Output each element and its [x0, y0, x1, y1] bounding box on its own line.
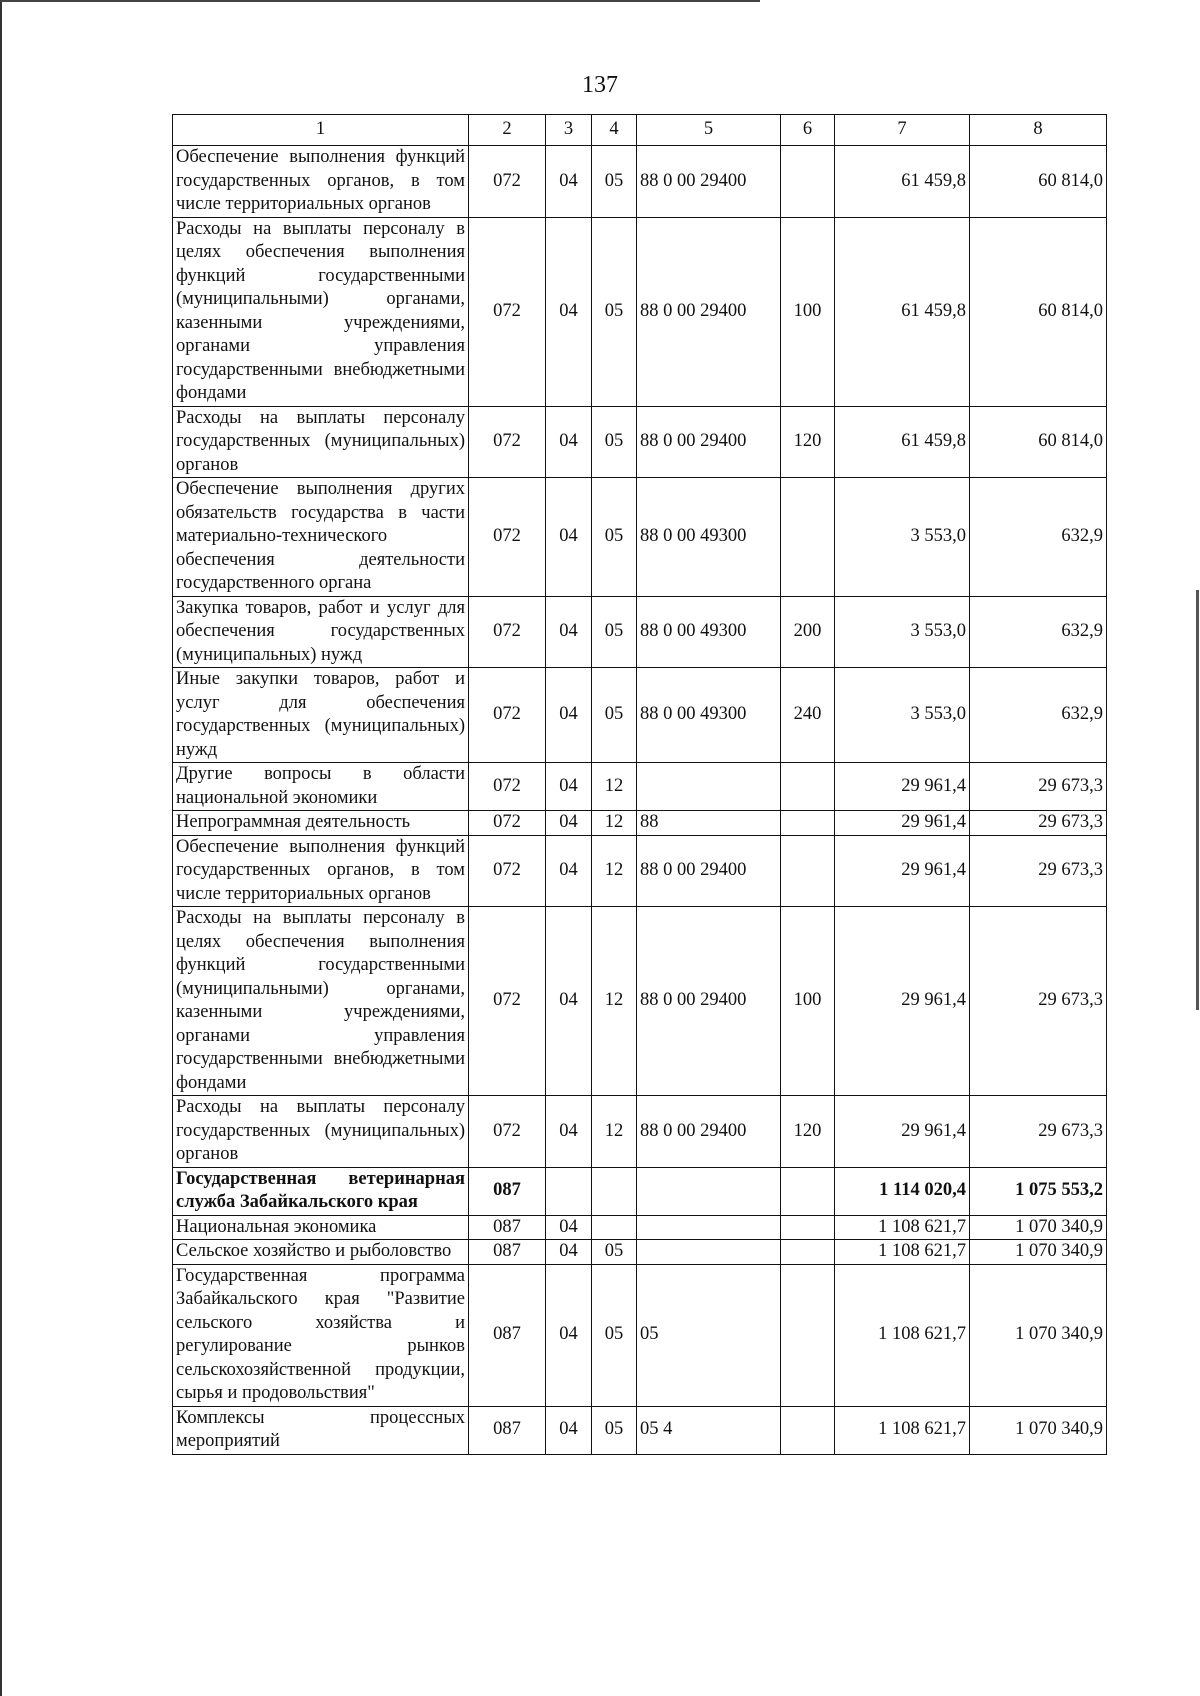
cell-subsection: 05: [592, 1406, 637, 1454]
cell-grbs: 072: [469, 811, 546, 836]
cell-section: 04: [546, 835, 592, 907]
cell-expense-type: [781, 811, 835, 836]
cell-target-article: [637, 1215, 781, 1240]
cell-amount-year1: 1 108 621,7: [835, 1240, 970, 1265]
cell-name: Расходы на выплаты персоналу в целях обеспечения выполнения функций государственными (муниципальными) органами, казенными учреждениями, органами управления государственными внебюджетными фондами: [173, 907, 469, 1096]
cell-amount-year2: 632,9: [970, 478, 1107, 597]
cell-amount-year2: 1 070 340,9: [970, 1215, 1107, 1240]
cell-name: Обеспечение выполнения функций государственных органов, в том числе территориальных органов: [173, 146, 469, 218]
cell-section: 04: [546, 217, 592, 406]
page-number: 137: [582, 72, 618, 98]
cell-grbs: 072: [469, 406, 546, 478]
cell-section: [546, 1167, 592, 1215]
cell-section: 04: [546, 668, 592, 763]
cell-name: Обеспечение выполнения других обязательств государства в части материально-технического обеспечения деятельности государственного органа: [173, 478, 469, 597]
column-header: 5: [637, 115, 781, 146]
cell-grbs: 087: [469, 1240, 546, 1265]
cell-amount-year1: 29 961,4: [835, 835, 970, 907]
table-row: [173, 668, 1107, 763]
cell-expense-type: [781, 1215, 835, 1240]
table-row: [173, 217, 1107, 406]
cell-amount-year2: 60 814,0: [970, 217, 1107, 406]
cell-amount-year2: 632,9: [970, 668, 1107, 763]
column-header: 4: [592, 115, 637, 146]
cell-grbs: 072: [469, 596, 546, 668]
cell-section: 04: [546, 1215, 592, 1240]
table-row: [173, 811, 1107, 836]
cell-amount-year2: 1 070 340,9: [970, 1264, 1107, 1406]
cell-section: 04: [546, 146, 592, 218]
table-row: [173, 406, 1107, 478]
cell-expense-type: [781, 1264, 835, 1406]
cell-amount-year2: 1 075 553,2: [970, 1167, 1107, 1215]
column-header: 7: [835, 115, 970, 146]
cell-section: 04: [546, 907, 592, 1096]
cell-name: Непрограммная деятельность: [173, 811, 469, 836]
cell-amount-year1: 61 459,8: [835, 217, 970, 406]
cell-expense-type: 200: [781, 596, 835, 668]
scan-edge-left: [0, 0, 2, 1696]
cell-subsection: 05: [592, 146, 637, 218]
cell-target-article: 88 0 00 49300: [637, 596, 781, 668]
column-header: 3: [546, 115, 592, 146]
cell-expense-type: 100: [781, 907, 835, 1096]
table-row: [173, 907, 1107, 1096]
cell-amount-year1: 1 114 020,4: [835, 1167, 970, 1215]
cell-expense-type: 100: [781, 217, 835, 406]
cell-amount-year1: 3 553,0: [835, 668, 970, 763]
cell-expense-type: [781, 1406, 835, 1454]
table-row: [173, 478, 1107, 597]
cell-subsection: 12: [592, 1096, 637, 1168]
cell-grbs: 087: [469, 1406, 546, 1454]
cell-target-article: 88 0 00 49300: [637, 668, 781, 763]
table-row: [173, 1406, 1107, 1454]
cell-amount-year2: 29 673,3: [970, 835, 1107, 907]
cell-amount-year2: 1 070 340,9: [970, 1240, 1107, 1265]
cell-amount-year1: 1 108 621,7: [835, 1264, 970, 1406]
cell-name: Комплексы процессных мероприятий: [173, 1406, 469, 1454]
cell-amount-year2: 60 814,0: [970, 146, 1107, 218]
cell-amount-year1: 1 108 621,7: [835, 1215, 970, 1240]
cell-grbs: 072: [469, 907, 546, 1096]
cell-expense-type: [781, 146, 835, 218]
column-number-row: [173, 115, 1107, 146]
cell-name: Расходы на выплаты персоналу государственных (муниципальных) органов: [173, 406, 469, 478]
table-row: [173, 1215, 1107, 1240]
scan-edge-top: [0, 0, 760, 2]
table-row: [173, 596, 1107, 668]
table-row: [173, 146, 1107, 218]
cell-target-article: 88 0 00 49300: [637, 478, 781, 597]
cell-name: Расходы на выплаты персоналу в целях обеспечения выполнения функций государственными (муниципальными) органами, казенными учреждениями, органами управления государственными внебюджетными фондами: [173, 217, 469, 406]
cell-expense-type: 120: [781, 406, 835, 478]
cell-target-article: [637, 1167, 781, 1215]
column-header: 2: [469, 115, 546, 146]
cell-grbs: 087: [469, 1167, 546, 1215]
cell-target-article: 05 4: [637, 1406, 781, 1454]
cell-name: Обеспечение выполнения функций государственных органов, в том числе территориальных органов: [173, 835, 469, 907]
table-row: [173, 763, 1107, 811]
cell-expense-type: [781, 1167, 835, 1215]
cell-amount-year1: 29 961,4: [835, 1096, 970, 1168]
cell-target-article: 88: [637, 811, 781, 836]
cell-target-article: 88 0 00 29400: [637, 217, 781, 406]
table-body: [173, 146, 1107, 1455]
cell-amount-year2: 60 814,0: [970, 406, 1107, 478]
cell-amount-year2: 632,9: [970, 596, 1107, 668]
cell-name: Государственная ветеринарная служба Забайкальского края: [173, 1167, 469, 1215]
cell-subsection: 05: [592, 478, 637, 597]
table-row: [173, 835, 1107, 907]
cell-subsection: 05: [592, 668, 637, 763]
cell-amount-year1: 29 961,4: [835, 763, 970, 811]
column-header: 6: [781, 115, 835, 146]
cell-section: 04: [546, 406, 592, 478]
cell-grbs: 087: [469, 1215, 546, 1240]
table-row: [173, 1264, 1107, 1406]
cell-expense-type: 120: [781, 1096, 835, 1168]
cell-amount-year1: 3 553,0: [835, 596, 970, 668]
cell-subsection: 05: [592, 1264, 637, 1406]
cell-section: 04: [546, 596, 592, 668]
cell-section: 04: [546, 1264, 592, 1406]
cell-amount-year2: 29 673,3: [970, 1096, 1107, 1168]
cell-subsection: 05: [592, 217, 637, 406]
cell-target-article: 88 0 00 29400: [637, 835, 781, 907]
cell-target-article: 88 0 00 29400: [637, 907, 781, 1096]
cell-amount-year2: 29 673,3: [970, 763, 1107, 811]
cell-amount-year2: 1 070 340,9: [970, 1406, 1107, 1454]
table-row: [173, 1096, 1107, 1168]
cell-grbs: 072: [469, 668, 546, 763]
cell-expense-type: [781, 1240, 835, 1265]
cell-target-article: 88 0 00 29400: [637, 146, 781, 218]
scan-edge-right: [1196, 590, 1199, 1010]
cell-subsection: 05: [592, 1240, 637, 1265]
cell-target-article: 88 0 00 29400: [637, 406, 781, 478]
cell-name: Национальная экономика: [173, 1215, 469, 1240]
table-row: [173, 1167, 1107, 1215]
cell-amount-year1: 61 459,8: [835, 406, 970, 478]
cell-grbs: 087: [469, 1264, 546, 1406]
cell-expense-type: [781, 478, 835, 597]
column-header: 8: [970, 115, 1107, 146]
cell-grbs: 072: [469, 1096, 546, 1168]
cell-name: Закупка товаров, работ и услуг для обеспечения государственных (муниципальных) нужд: [173, 596, 469, 668]
cell-subsection: [592, 1167, 637, 1215]
cell-name: Сельское хозяйство и рыболовство: [173, 1240, 469, 1265]
cell-amount-year2: 29 673,3: [970, 811, 1107, 836]
cell-name: Государственная программа Забайкальского края "Развитие сельского хозяйства и регулирование рынков сельскохозяйственной продукции, сырья и продовольствия": [173, 1264, 469, 1406]
cell-grbs: 072: [469, 835, 546, 907]
cell-target-article: 05: [637, 1264, 781, 1406]
cell-subsection: 12: [592, 907, 637, 1096]
cell-section: 04: [546, 1240, 592, 1265]
cell-amount-year1: 61 459,8: [835, 146, 970, 218]
cell-amount-year2: 29 673,3: [970, 907, 1107, 1096]
cell-name: Иные закупки товаров, работ и услуг для обеспечения государственных (муниципальных) нужд: [173, 668, 469, 763]
cell-amount-year1: 3 553,0: [835, 478, 970, 597]
cell-grbs: 072: [469, 146, 546, 218]
cell-name: Другие вопросы в области национальной экономики: [173, 763, 469, 811]
cell-subsection: 12: [592, 763, 637, 811]
cell-amount-year1: 1 108 621,7: [835, 1406, 970, 1454]
cell-subsection: 05: [592, 406, 637, 478]
cell-section: 04: [546, 478, 592, 597]
cell-subsection: 05: [592, 596, 637, 668]
cell-amount-year1: 29 961,4: [835, 811, 970, 836]
cell-expense-type: 240: [781, 668, 835, 763]
cell-expense-type: [781, 835, 835, 907]
cell-target-article: [637, 763, 781, 811]
cell-expense-type: [781, 763, 835, 811]
table-row: [173, 1240, 1107, 1265]
cell-grbs: 072: [469, 217, 546, 406]
column-header: 1: [173, 115, 469, 146]
cell-section: 04: [546, 811, 592, 836]
cell-grbs: 072: [469, 763, 546, 811]
cell-amount-year1: 29 961,4: [835, 907, 970, 1096]
cell-subsection: [592, 1215, 637, 1240]
cell-name: Расходы на выплаты персоналу государственных (муниципальных) органов: [173, 1096, 469, 1168]
cell-grbs: 072: [469, 478, 546, 597]
cell-section: 04: [546, 763, 592, 811]
cell-target-article: 88 0 00 29400: [637, 1096, 781, 1168]
cell-section: 04: [546, 1096, 592, 1168]
budget-table: [172, 114, 1107, 1455]
cell-target-article: [637, 1240, 781, 1265]
cell-subsection: 12: [592, 835, 637, 907]
cell-subsection: 12: [592, 811, 637, 836]
cell-section: 04: [546, 1406, 592, 1454]
